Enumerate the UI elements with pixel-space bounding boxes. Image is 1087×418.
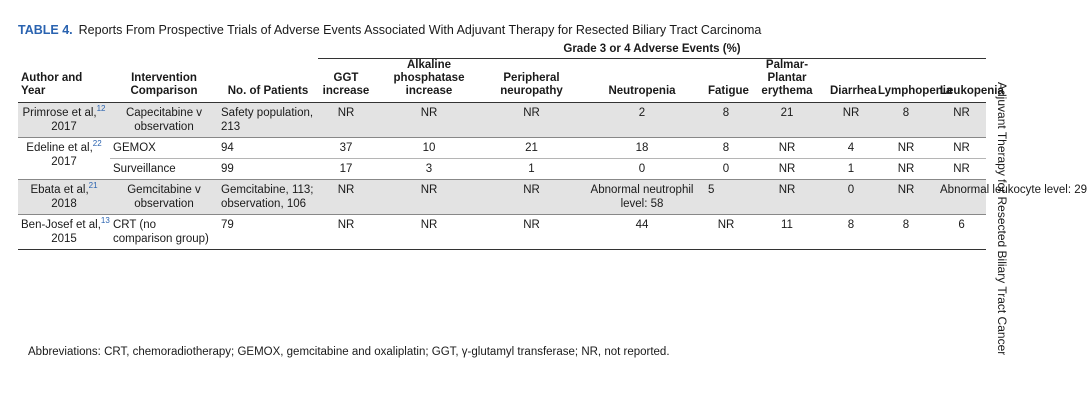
neuro-cell: 1 (484, 159, 579, 180)
fatigue-cell: 8 (705, 103, 747, 138)
running-side-header: Adjuvant Therapy for Resected Biliary Tract Cancer (995, 82, 1009, 356)
col-palmar: Palmar-Plantar erythema (747, 59, 827, 103)
diarrhea-cell: 8 (827, 215, 875, 250)
neuro-cell: NR (484, 215, 579, 250)
leuko-cell: 6 (937, 215, 986, 250)
table-number: TABLE 4. (18, 23, 73, 37)
neutro-cell: 44 (579, 215, 705, 250)
author-cell: Ebata et al,$^{21}$ 2018 (18, 180, 110, 215)
neutro-cell: 0 (579, 159, 705, 180)
palmar-cell: NR (747, 138, 827, 159)
diarrhea-cell: 4 (827, 138, 875, 159)
ggt-cell: 37 (318, 138, 374, 159)
palmar-cell: 11 (747, 215, 827, 250)
table-row (18, 103, 986, 138)
alp-cell: NR (374, 215, 484, 250)
col-diarrhea: Diarrhea (827, 59, 875, 103)
fatigue-cell: 0 (705, 159, 747, 180)
palmar-cell: NR (747, 159, 827, 180)
intervention-cell: Surveillance (110, 159, 218, 180)
ggt-cell: NR (318, 215, 374, 250)
author-cell: Ben-Josef et al,$^{13}$ 2015 (18, 215, 110, 250)
patients-cell: Safety population, 213 (218, 103, 318, 138)
palmar-cell: 21 (747, 103, 827, 138)
col-lympho: Lymphopenia (875, 59, 937, 103)
patients-cell: 94 (218, 138, 318, 159)
patients-cell: 99 (218, 159, 318, 180)
alp-cell: NR (374, 180, 484, 215)
col-fatigue: Fatigue (705, 59, 747, 103)
table-row (18, 159, 986, 180)
fatigue-cell: 5 (705, 180, 747, 215)
leuko-cell: Abnormal leukocyte level: 29 (937, 180, 986, 215)
col-leuko: Leukopenia (937, 59, 986, 103)
neuro-cell: 21 (484, 138, 579, 159)
group-header-row (18, 38, 986, 59)
patients-cell: 79 (218, 215, 318, 250)
table-caption (18, 23, 761, 37)
intervention-cell: GEMOX (110, 138, 218, 159)
intervention-cell: Gemcitabine v observation (110, 180, 218, 215)
lympho-cell: NR (875, 138, 937, 159)
neuro-cell: NR (484, 103, 579, 138)
ggt-cell: 17 (318, 159, 374, 180)
table-row (18, 138, 986, 159)
ggt-cell: NR (318, 180, 374, 215)
col-neutro: Neutropenia (579, 59, 705, 103)
ggt-cell: NR (318, 103, 374, 138)
lympho-cell: NR (875, 159, 937, 180)
intervention-cell: Capecitabine v observation (110, 103, 218, 138)
col-neuro: Peripheral neuropathy (484, 59, 579, 103)
col-author: Author and Year (18, 59, 110, 103)
column-header-row (18, 59, 986, 103)
diarrhea-cell: 0 (827, 180, 875, 215)
alp-cell: 10 (374, 138, 484, 159)
col-alp: Alkaline phosphatase increase (374, 59, 484, 103)
col-patients: No. of Patients (218, 59, 318, 103)
alp-cell: NR (374, 103, 484, 138)
palmar-cell: NR (747, 180, 827, 215)
neutro-cell: Abnormal neutrophil level: 58 (579, 180, 705, 215)
neutro-cell: 2 (579, 103, 705, 138)
abbreviations-footnote: Abbreviations: CRT, chemoradiotherapy; GEMOX, gemcitabine and oxaliplatin; GGT, γ-glutamyl transferase; NR, not reported. (28, 346, 670, 358)
col-ggt: GGT increase (318, 59, 374, 103)
leuko-cell: NR (937, 138, 986, 159)
leuko-cell: NR (937, 159, 986, 180)
fatigue-cell: NR (705, 215, 747, 250)
intervention-cell: CRT (no comparison group) (110, 215, 218, 250)
lympho-cell: NR (875, 180, 937, 215)
diarrhea-cell: 1 (827, 159, 875, 180)
patients-cell: Gemcitabine, 113; observation, 106 (218, 180, 318, 215)
author-cell: Primrose et al,$^{12}$ 2017 (18, 103, 110, 138)
lympho-cell: 8 (875, 215, 937, 250)
lympho-cell: 8 (875, 103, 937, 138)
author-cell: Edeline et al,$^{22}$ 2017 (18, 138, 110, 180)
table-row (18, 215, 986, 250)
leuko-cell: NR (937, 103, 986, 138)
neutro-cell: 18 (579, 138, 705, 159)
neuro-cell: NR (484, 180, 579, 215)
table-title: Reports From Prospective Trials of Adverse Events Associated With Adjuvant Therapy for Resected Biliary Tract Carcinoma (78, 23, 762, 37)
fatigue-cell: 8 (705, 138, 747, 159)
group-header: Grade 3 or 4 Adverse Events (%) (318, 38, 986, 59)
alp-cell: 3 (374, 159, 484, 180)
col-intervention: Intervention Comparison (110, 59, 218, 103)
diarrhea-cell: NR (827, 103, 875, 138)
table-row (18, 180, 986, 215)
